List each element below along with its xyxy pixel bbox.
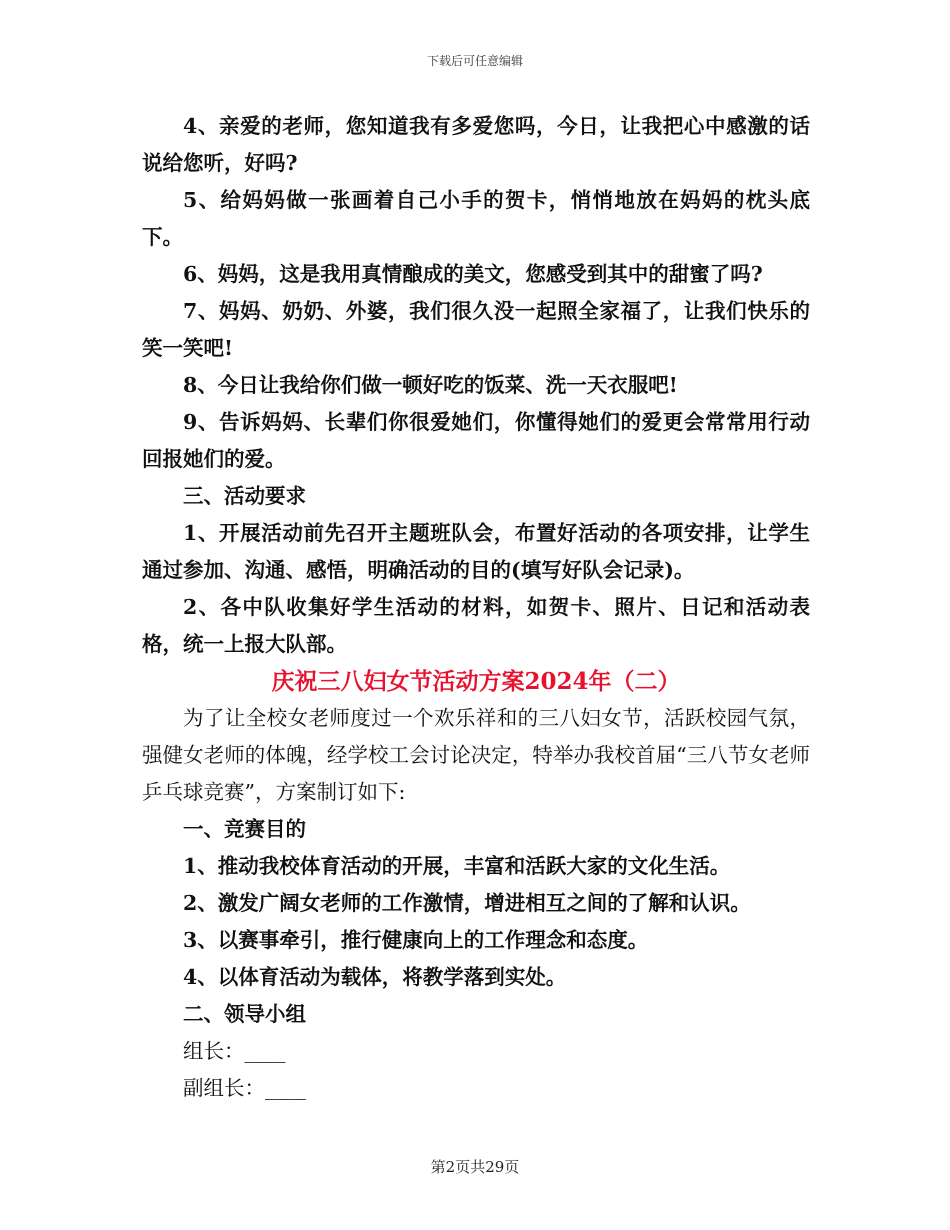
purpose-item-1: 1、推动我校体育活动的开展，丰富和活跃大家的文化生活。	[183, 854, 731, 878]
section-heading-leadership: 二、领导小组	[183, 1002, 306, 1026]
list-item-5: 5、给妈妈做一张画着自己小手的贺卡，悄悄地放在妈妈的枕头底下。	[142, 188, 810, 249]
deputy-leader-line: 副组长：____	[183, 1076, 306, 1100]
list-item-9: 9、告诉妈妈、长辈们你很爱她们，你懂得她们的爱更会常常用行动回报她们的爱。	[142, 410, 810, 471]
purpose-item-3: 3、以赛事牵引，推行健康向上的工作理念和态度。	[183, 928, 649, 952]
section-heading-purpose: 一、竞赛目的	[183, 817, 306, 841]
list-item-8: 8、今日让我给你们做一顿好吃的饭菜、洗一天衣服吧!	[183, 373, 678, 397]
page-header: 下载后可任意编辑	[426, 54, 523, 68]
requirement-item-2: 2、各中队收集好学生活动的材料，如贺卡、照片、日记和活动表格，统一上报大队部。	[142, 595, 810, 656]
list-item-6: 6、妈妈，这是我用真情酿成的美文，您感受到其中的甜蜜了吗?	[183, 262, 763, 286]
intro-paragraph: 为了让全校女老师度过一个欢乐祥和的三八妇女节，活跃校园气氛，强健女老师的体魄，经学校工会讨论决定，特举办我校首届“三八节女老师乒乓球竞赛”，方案制订如下:	[142, 706, 810, 804]
purpose-item-2: 2、激发广阔女老师的工作激情，增进相互之间的了解和认识。	[183, 891, 751, 915]
document-body	[142, 108, 810, 1107]
list-item-7: 7、妈妈、奶奶、外婆，我们很久没一起照全家福了，让我们快乐的笑一笑吧!	[142, 299, 810, 360]
leader-line: 组长：____	[183, 1039, 286, 1063]
section-heading-requirements: 三、活动要求	[183, 484, 306, 508]
page-footer: 第2页共29页	[430, 1158, 520, 1176]
list-item-4: 4、亲爱的老师，您知道我有多爱您吗，今日，让我把心中感激的话说给您听，好吗?	[142, 114, 810, 175]
purpose-item-4: 4、以体育活动为载体，将教学落到实处。	[183, 965, 567, 989]
document-title: 庆祝三八妇女节活动方案2024年（二）	[271, 668, 681, 695]
requirement-item-1: 1、开展活动前先召开主题班队会，布置好活动的各项安排，让学生通过参加、沟通、感悟，明确活动的目的(填写好队会记录)。	[142, 521, 810, 582]
